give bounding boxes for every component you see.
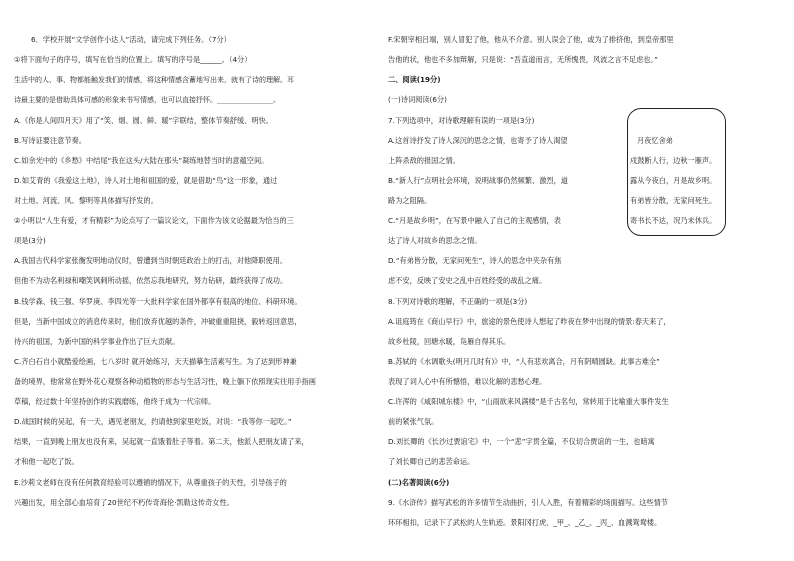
evidence-d-cont: 结果，一直到晚上朋友也没有来，吴起就一直饿着肚子等着。第二天，他派人把朋友请了来， <box>14 437 309 446</box>
task-1-instruction: ①将下面句子的序号，填写在恰当的位置上。填写的序号是______。（4分） <box>14 55 252 64</box>
evidence-f: F.宋朝宰相吕端，别人冒犯了他，他从不介意。别人误会了他，或为了排挤他，到皇帝那里 <box>388 35 674 44</box>
q7-option-a: A.这首诗抒发了诗人深沉的思念之情，也寄予了诗人渴望 <box>388 136 568 145</box>
evidence-b-cont: 待兴的祖国，为新中国的科学事业作出了巨大贡献。 <box>14 337 180 346</box>
q7-option-b-cont: 路为之阻隔。 <box>388 196 432 205</box>
evidence-c-cont: 备的境界，他常常在野外花心观察各种动植物的形态与生活习性，晚上躺下依照现实往用手指画 <box>14 377 316 386</box>
q8-option-a-cont: 故乡杜陵，回塘水暖，凫雁自得其乐。 <box>388 337 511 346</box>
evidence-d-cont: 才和他一起吃了饭。 <box>14 457 79 466</box>
question-7: 7.下列选项中，对诗歌理解有误的一项是(3分) <box>388 116 535 125</box>
option-c: C.如余光中的《乡愁》中结尾“我在这头/大陆在那头”凝练地替当时的意蕴空间。 <box>14 156 269 165</box>
q8-option-d: D.刘长卿的《长沙过贾谊宅》中，一个“悲”字贯全篇，不仅切合贾谊的一生，也暗寓 <box>388 437 655 446</box>
evidence-a: A.我国古代科学家张衡发明地动仪时，曾遭到当时朝廷政治上的打击，对他降职使用。 <box>14 256 288 265</box>
passage-line: 诗最主要的是借助具体可感的形象来书写情感，也可以直接抒怀。________________。 <box>14 96 280 104</box>
q8-option-b-cont: 表现了词人心中有所憾悟，难以化解的悲愁心理。 <box>388 377 547 386</box>
evidence-e-cont: 兴趣出发，用全部心血培育了20世纪不朽传奇海伦·凯勒这传奇女性。 <box>14 498 234 507</box>
q8-option-d-cont: 了刘长卿自己的悲苦命运。 <box>388 457 475 466</box>
option-a: A.《你是人间四月天》用了“笑、烟、圆、鲜、暖”字联结，整体节奏舒缓、明快。 <box>14 116 273 125</box>
evidence-d: D.战国时候的吴起，有一天，遇见老朋友，约请他到家里吃饭，对说：“我等你一起吃。” <box>14 417 292 426</box>
q7-option-c-cont: 达了诗人对故乡的思念之情。 <box>388 236 482 245</box>
task-2-instruction-cont: 项是(3分) <box>14 236 46 245</box>
poem-line: 戍鼓断人行，边秋一雁声。 <box>630 156 717 165</box>
q7-option-c: C.“月是故乡明”，在写景中融入了自己的主观感情，表 <box>388 216 561 225</box>
q8-option-c: C.许浑的《咸阳城东楼》中，“山雨欲来风满楼”是千古名句，常转用于比喻重大事件发生 <box>388 397 669 406</box>
evidence-c: C.齐白石自小就酷爱绘画，七八岁时 就开始练习，天天描摹生活素写生。为了达到形神兼 <box>14 357 297 366</box>
question-9: 9.《水浒传》描写武松的许多情节生动曲折，引人入胜，有着精彩的场面描写。这些情节 <box>388 498 668 507</box>
task-2-instruction: ②小明以“人生有爱，才有精彩”为论点写了一篇议论文，下面作为该文论据最为恰当的三 <box>14 216 294 225</box>
section-reading-heading: 二、阅读(19分) <box>388 75 441 84</box>
q8-option-b: B.苏轼的《水调歌头(明月几时有)》中，“人有悲欢离合，月有阴晴圆缺。此事古难全” <box>388 357 660 366</box>
question-6-title: 6．学校开展“文学创作小达人”活动，请完成下列任务。（7分） <box>31 35 231 44</box>
poem-line: 有弟皆分散，无家问死生。 <box>630 196 717 205</box>
q7-option-a-cont: 上阵杀敌的报国之情。 <box>388 156 460 165</box>
evidence-c-cont: 草稿，经过数十年坚持创作的实践磨练，他终于成为一代宗师。 <box>14 397 216 406</box>
poem-line: 寄书长不达，况乃未休兵。 <box>630 216 717 225</box>
question-8: 8.下列对诗歌的理解，不正确的一项是(3分) <box>388 297 528 306</box>
option-d-cont: 对土地、河流、风、黎明等具体描写抒发的。 <box>14 196 158 205</box>
evidence-e: E.沙莉文老师在没有任何教育经验可以遵循的情况下，从尊重孩子的天性，引导孩子的 <box>14 478 287 487</box>
q8-option-c-cont: 前的紧张气氛。 <box>388 417 439 426</box>
q7-option-b: B.“新人行”点明社会环境，说明战事仍然频繁、激烈，道 <box>388 176 568 185</box>
option-d: D.如艾青的《我爱这土地》，诗人对土地和祖国的爱，就是借助“鸟”这一形象，通过 <box>14 176 278 185</box>
evidence-f-cont: 告他的状，他也不多加辩解，只是说：“吾直道而言，无所愧畏，风波之言不足虑也。” <box>388 55 658 64</box>
subsection-classics-heading: (二)名著阅读(6分) <box>388 478 450 487</box>
passage-line: 生活中的人、事、物都能触发我们的情感，将这种情感含蓄地写出来，就有了诗的理解。耳 <box>14 76 294 84</box>
poem-line: 露从今夜白，月是故乡明。 <box>630 176 717 185</box>
evidence-b: B.钱学森、钱三强、华罗庚、李四光等一大批科学家在国外都享有很高的地位、科研环境。 <box>14 297 302 306</box>
evidence-a-cont: 但他不为动名利禄和嘲笑讽刺所动摇，依然忘我地研究，努力钻研，最终获得了成功。 <box>14 276 288 285</box>
q8-option-a: A.诅庭筠在《商山早行》中，旅途的景色使诗人想起了昨夜在梦中出现的情景:春天来了， <box>388 317 671 326</box>
evidence-b-cont: 但是，当新中国成立的消息传来时，他们放弃优越的条件，冲破重重阻挠，毅转返回意思， <box>14 317 302 326</box>
question-9-cont: 环环相扣，记录下了武松的人生轨迹。景阳冈打虎、_甲_、_乙_、_丙_、血溅鸳鸯楼。 <box>388 518 662 527</box>
poem-title: 月夜忆舍弟 <box>637 136 673 145</box>
subsection-poetry-heading: (一)诗词阅读(6分) <box>388 95 447 104</box>
q7-option-d: D.“有弟皆分散，无家问死生”，诗人的思念中夹杂有焦 <box>388 256 562 265</box>
option-b: B.写诗证要注意节奏。 <box>14 136 86 145</box>
q7-option-d-cont: 虑不安，反映了安史之乱中百姓经受的战乱之痛。 <box>388 276 547 285</box>
